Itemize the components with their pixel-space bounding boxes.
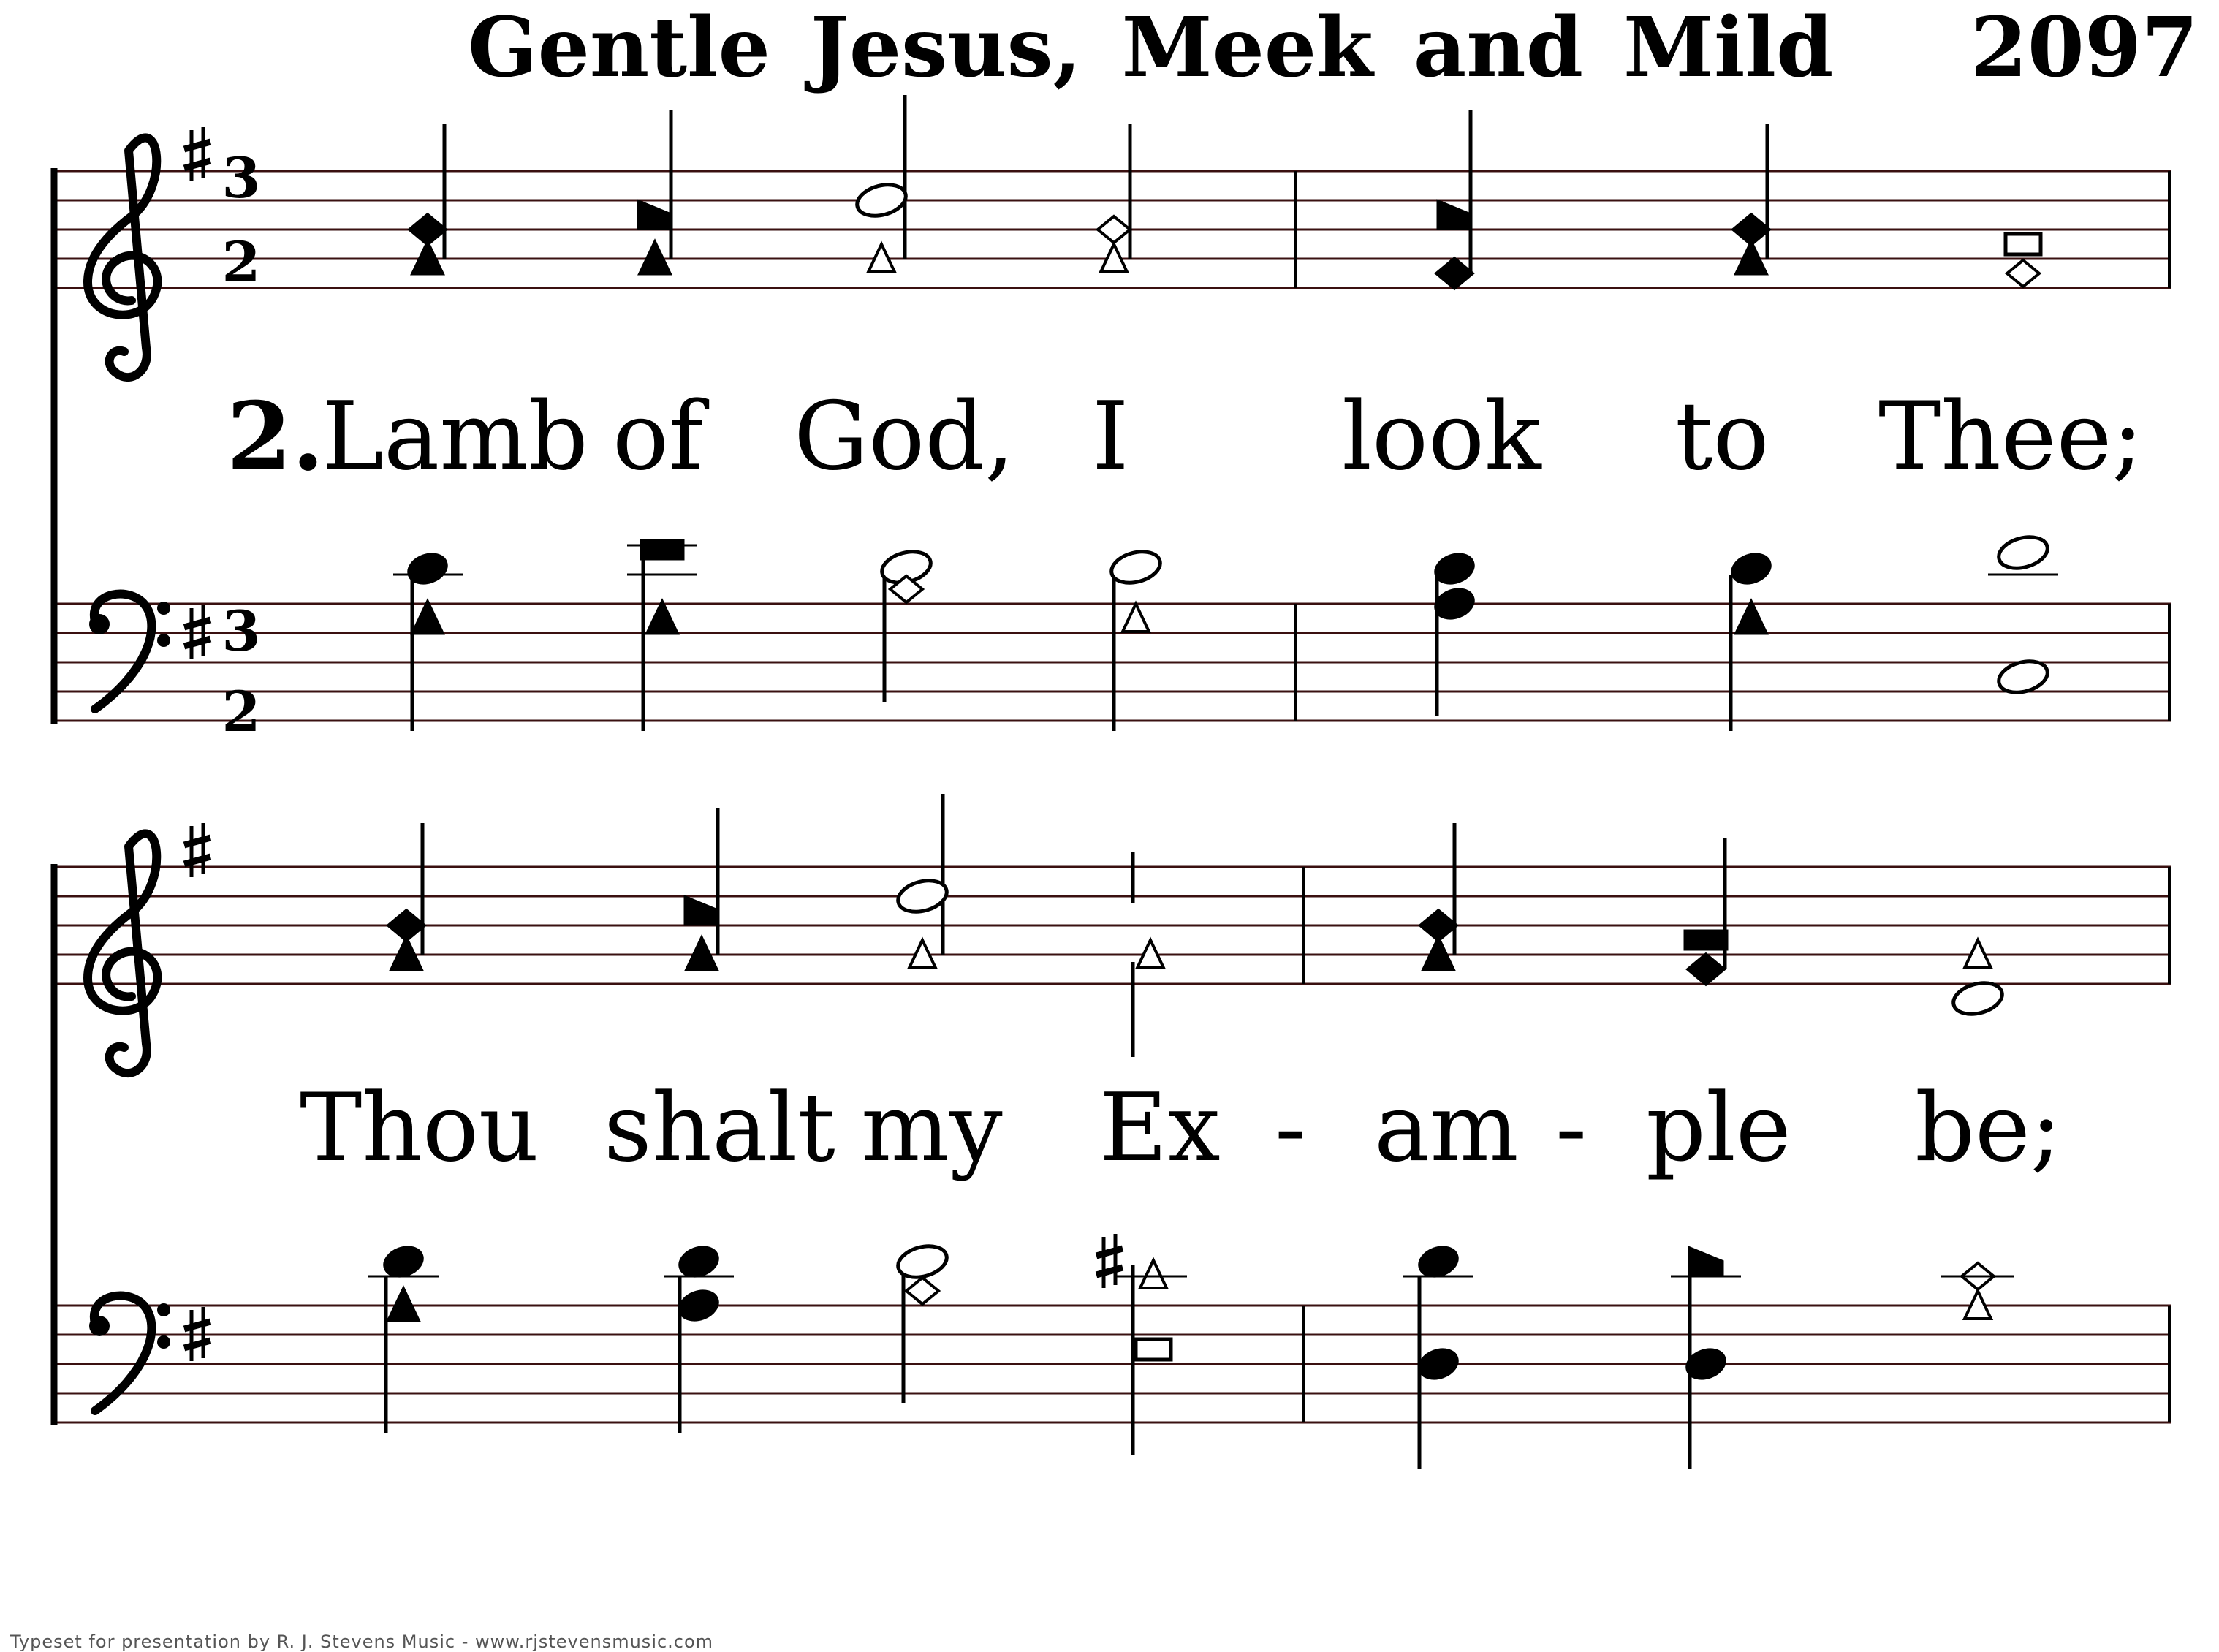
lyric-syllable: Thee; bbox=[1878, 382, 2144, 491]
lyric-hyphen: - bbox=[1555, 1074, 1588, 1183]
time-signature-top: 3 bbox=[221, 145, 261, 211]
lyric-syllable: am bbox=[1374, 1074, 1519, 1183]
bass-notes-2 bbox=[368, 1234, 2014, 1469]
lyric-syllable: look bbox=[1342, 382, 1541, 491]
bass-staff-2 bbox=[51, 1306, 2171, 1422]
time-signature-top: 3 bbox=[221, 599, 261, 664]
bass-notes-1 bbox=[393, 532, 2058, 731]
bass-staff-1 bbox=[51, 604, 2171, 721]
lyric-syllable: ple bbox=[1646, 1074, 1791, 1183]
time-signature-bottom: 2 bbox=[221, 230, 261, 295]
treble-clef-icon bbox=[88, 137, 157, 377]
lyric-syllable: be; bbox=[1915, 1074, 2062, 1183]
lyric-syllable: God, bbox=[794, 382, 1014, 491]
typesetter-credit: Typeset for presentation by R. J. Stevens Music - www.rjstevensmusic.com bbox=[10, 1632, 714, 1652]
hymn-number: 2097 bbox=[1970, 0, 2199, 96]
lyric-syllable: shalt bbox=[604, 1074, 835, 1183]
treble-clef-icon bbox=[88, 833, 157, 1073]
treble-staff-2 bbox=[51, 867, 2171, 984]
time-signature-bottom: 2 bbox=[221, 679, 261, 744]
lyric-syllable: I bbox=[1092, 382, 1129, 491]
lyric-syllable: Lamb bbox=[322, 382, 588, 491]
sharp-icon bbox=[184, 823, 210, 877]
lyric-syllable: to bbox=[1675, 382, 1769, 491]
lyric-syllable: of bbox=[612, 382, 704, 491]
lyric-syllable: my bbox=[861, 1074, 1003, 1183]
sharp-icon bbox=[184, 127, 210, 181]
verse-number: 2. bbox=[227, 382, 325, 492]
song-title: Gentle Jesus, Meek and Mild bbox=[468, 0, 1834, 96]
lyric-syllable: Ex bbox=[1099, 1074, 1221, 1183]
lyric-hyphen: - bbox=[1275, 1074, 1307, 1183]
lyric-syllable: Thou bbox=[300, 1074, 539, 1183]
